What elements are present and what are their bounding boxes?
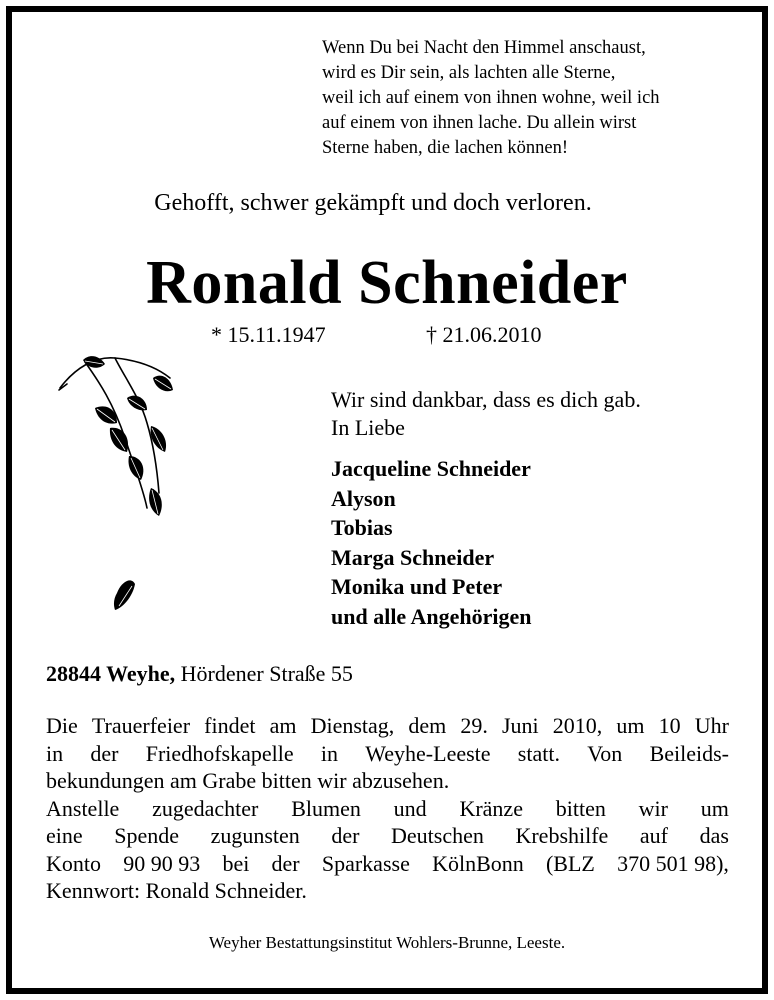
ceremony-text	[46, 712, 729, 905]
ceremony-word: am	[269, 713, 297, 738]
ceremony-line	[46, 877, 729, 905]
ceremony-word: Uhr	[694, 713, 729, 738]
ceremony-word: Die	[46, 713, 78, 738]
ceremony-word: Von	[587, 740, 623, 766]
birch-branch-icon	[55, 348, 185, 628]
mourners-list	[331, 454, 531, 631]
ceremony-word: Kränze	[459, 795, 523, 821]
quote-line: auf einem von ihnen lache. Du allein wirst	[322, 113, 637, 133]
ceremony-word: Dienstag,	[310, 713, 395, 738]
ceremony-word: der	[271, 850, 300, 876]
ceremony-word: findet	[204, 713, 256, 738]
address-city: 28844 Weyhe,	[46, 661, 176, 686]
ceremony-word: 29.	[460, 713, 488, 738]
hoped-line	[0, 190, 774, 217]
ceremony-word: auf	[639, 823, 668, 848]
mourner-name: und alle Angehörigen	[331, 603, 532, 629]
ceremony-word: statt.	[517, 740, 560, 766]
quote-line: weil ich auf einem von ihnen wohne, weil ich	[322, 88, 660, 108]
ceremony-word: bekundungen am Grabe bitten wir abzusehen.	[46, 768, 450, 793]
mourner-name: Alyson	[331, 485, 396, 511]
ceremony-line	[46, 850, 729, 878]
ceremony-word: Beileids-	[649, 740, 729, 766]
address	[46, 661, 353, 687]
ceremony-word: Deutschen	[391, 823, 484, 848]
birth-date: * 15.11.1947	[211, 322, 326, 347]
ceremony-word: Friedhofskapelle	[145, 740, 294, 766]
ceremony-word: 370 501 98),	[617, 850, 729, 876]
poem-quote	[322, 36, 742, 161]
mourner-name: Marga Schneider	[331, 544, 495, 570]
address-street: Hördener Straße 55	[180, 661, 353, 686]
deceased-name	[0, 248, 774, 319]
mourner-name: Monika und Peter	[331, 574, 503, 599]
ceremony-word: der	[90, 740, 119, 766]
ceremony-word: um	[616, 713, 645, 738]
ceremony-word: dem	[408, 713, 447, 738]
ceremony-word: um	[700, 795, 729, 821]
ceremony-word: Anstelle	[46, 795, 120, 821]
ceremony-word: Spende	[114, 823, 179, 848]
ceremony-word: eine	[46, 823, 83, 848]
ceremony-word: 2010,	[552, 713, 603, 738]
ceremony-word: Krebshilfe	[515, 823, 609, 848]
ceremony-line	[46, 712, 729, 740]
ceremony-word: bei	[222, 850, 250, 876]
quote-line: Wenn Du bei Nacht den Himmel anschaust,	[322, 38, 646, 58]
funeral-home-footer: Weyher Bestattungsinstitut Wohlers-Brunne, Leeste.	[208, 933, 566, 952]
ceremony-line	[46, 740, 729, 768]
ceremony-word: 90 90 93	[123, 850, 201, 876]
ceremony-word: 10	[658, 713, 681, 738]
thanks-block	[331, 386, 641, 442]
hoped-text: Gehofft, schwer gekämpft und doch verloren.	[154, 190, 592, 216]
ceremony-word: in	[46, 740, 64, 766]
mourner-name: Tobias	[331, 515, 393, 540]
ceremony-word: zugunsten	[210, 823, 300, 848]
ceremony-word: wir	[638, 795, 668, 821]
ceremony-word: Kennwort: Ronald Schneider.	[46, 878, 307, 903]
mourner-name: Jacqueline Schneider	[331, 456, 531, 481]
ceremony-word: der	[331, 823, 360, 848]
ceremony-line	[46, 795, 729, 823]
ceremony-word: Weyhe-Leeste	[365, 740, 491, 766]
ceremony-word: zugedachter	[152, 795, 259, 821]
ceremony-word: KölnBonn	[432, 850, 524, 876]
ceremony-line	[46, 822, 729, 850]
ceremony-word: das	[699, 823, 729, 848]
death-date: † 21.06.2010	[426, 322, 542, 347]
ceremony-word: und	[393, 795, 427, 821]
ceremony-word: Konto	[46, 850, 101, 876]
thanks-line: Wir sind dankbar, dass es dich gab.	[331, 387, 641, 412]
ceremony-word: in	[320, 740, 338, 766]
ceremony-line	[46, 767, 729, 795]
ceremony-word: Juni	[501, 713, 539, 738]
ceremony-word: Blumen	[291, 795, 361, 821]
thanks-line: In Liebe	[331, 415, 405, 440]
quote-line: wird es Dir sein, als lachten alle Sterne,	[322, 63, 616, 83]
quote-line: Sterne haben, die lachen können!	[322, 138, 569, 158]
ceremony-word: Trauerfeier	[91, 713, 191, 738]
deceased-name-text: Ronald Schneider	[146, 249, 628, 317]
ceremony-word: (BLZ	[545, 850, 595, 876]
ceremony-word: Sparkasse	[321, 850, 410, 876]
ceremony-word: bitten	[555, 795, 606, 821]
